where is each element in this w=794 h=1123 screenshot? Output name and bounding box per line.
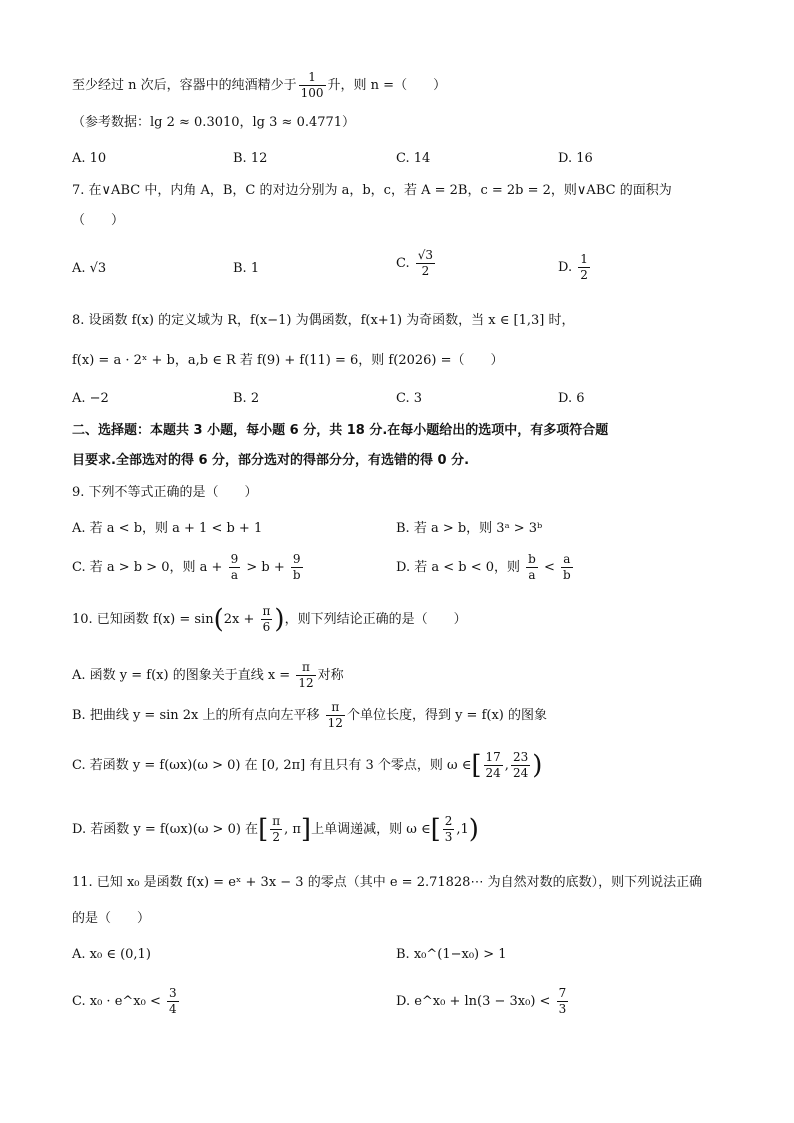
q10-c-frac1-num: 17: [485, 750, 501, 764]
q10-stem-num: π: [262, 604, 271, 618]
q6-option-c: C. 14: [396, 151, 431, 166]
q10-option-d-post: 上单调递减，则 ω ∈: [311, 822, 431, 837]
q8-option-c: C. 3: [396, 391, 423, 406]
q10-option-c-pre: C. 若函数 y = f(ωx)(ω > 0) 在 [0, 2π] 有且只有 3 个零点，则 ω ∈: [72, 758, 472, 773]
q8-stem-line2: f(x) = a · 2ˣ + b，a,b ∈ R 若 f(9) + f(11) = 6，则 f(2026) =（ ）: [72, 353, 504, 368]
q9-option-b: B. 若 a > b，则 3ᵃ > 3ᵇ: [396, 521, 543, 536]
q6-option-a: A. 10: [72, 151, 107, 166]
q7-option-d-den: 2: [580, 268, 588, 282]
q7-stem-paren: （ ）: [72, 213, 125, 228]
q10-d-right-bracket1: ]: [300, 814, 312, 845]
q9-option-c-mid: > b +: [246, 560, 285, 575]
q9-c-frac1-den: a: [230, 568, 238, 582]
q10-right-paren: ): [274, 604, 285, 635]
q10-stem-pre: 10. 已知函数 f(x) = sin: [72, 612, 214, 627]
q7-stem: 7. 在∨ABC 中，内角 A，B，C 的对边分别为 a，b，c，若 A = 2B，c = 2b = 2，则∨ABC 的面积为: [72, 183, 672, 198]
q11-option-d: [396, 986, 570, 1017]
q9-option-c-frac2: [291, 552, 303, 583]
q11-option-c: [72, 986, 181, 1017]
q7-option-d-label: D.: [558, 260, 573, 275]
q10-c-frac2: [511, 750, 530, 781]
q9-option-d-mid: <: [543, 560, 555, 575]
q10-c-frac1-den: 24: [485, 766, 501, 780]
section2-heading-line1: 二、选择题：本题共 3 小题，每小题 6 分，共 18 分.在每小题给出的选项中，有多项符合题: [72, 423, 609, 438]
q10-a-den: 12: [298, 676, 314, 690]
q10-b-num: π: [326, 700, 345, 716]
q11-d-num: 7: [558, 986, 567, 1000]
q9-option-d: [396, 552, 575, 583]
q6-option-b: B. 12: [233, 151, 268, 166]
q7-option-a: A. √3: [72, 261, 107, 276]
q11-option-d-fraction: [557, 986, 569, 1017]
q10-d-frac2-num: 2: [444, 814, 453, 828]
q10-option-a-pre: A. 函数 y = f(x) 的图象关于直线 x =: [72, 668, 291, 683]
q10-a-num: π: [296, 660, 315, 676]
q6-reference: （参考数据：lg 2 ≈ 0.3010，lg 3 ≈ 0.4771）: [72, 115, 356, 130]
q10-c-frac2-den: 24: [512, 766, 529, 780]
q7-option-c: [396, 248, 437, 279]
q10-d-right-paren2: ): [468, 814, 479, 845]
q10-stem-fraction: [261, 604, 273, 635]
q9-option-d-pre: D. 若 a < b < 0，则: [396, 560, 521, 575]
q10-option-b-pre: B. 把曲线 y = sin 2x 上的所有点向左平移: [72, 708, 320, 723]
q11-option-b: B. x₀^(1−x₀) > 1: [396, 947, 507, 962]
q9-d-frac1-num: b: [528, 552, 536, 566]
q9-d-frac1-den: a: [528, 568, 536, 582]
q9-option-d-frac2: [561, 552, 573, 583]
q10-d-left-bracket1: [: [258, 814, 269, 845]
q9-stem: 9. 下列不等式正确的是（ ）: [72, 485, 258, 500]
q10-option-c: C. 若函数 y = f(ωx)(ω > 0) 在 [0, 2π] 有且只有 3 个零点，则 ω ∈[ $\frac{17}{24}$ , $\frac{23}{24}$ ): [72, 750, 543, 781]
q9-option-c-frac1: [229, 552, 241, 583]
q9-c-frac1-num: 9: [230, 552, 239, 566]
q9-c-frac2-num: 9: [291, 552, 303, 568]
q10-d-frac1-num: π: [272, 814, 281, 828]
q10-c-frac2-num: 23: [512, 750, 529, 764]
q10-d-frac2-den: 3: [444, 830, 453, 844]
q11-c-den: 4: [168, 1002, 177, 1016]
q7-option-c-fraction: [416, 248, 435, 279]
q11-stem-line1: 11. 已知 x₀ 是函数 f(x) = eˣ + 3x − 3 的零点（其中 e = 2.71828⋯ 为自然对数的底数），则下列说法正确: [72, 875, 703, 890]
q10-option-b: [72, 700, 547, 731]
q10-c-right-paren: ): [532, 750, 543, 781]
q8-option-b: B. 2: [233, 391, 260, 406]
q10-d-left-bracket2: [: [430, 814, 441, 845]
q9-d-frac2-den: b: [563, 568, 571, 582]
q10-option-d-mid: , π: [284, 822, 301, 837]
q8-stem-line1: 8. 设函数 f(x) 的定义域为 R，f(x−1) 为偶函数，f(x+1) 为奇函数，当 x ∈ [1,3] 时，: [72, 313, 575, 328]
q7-option-c-den: 2: [421, 264, 430, 278]
q7-option-c-label: C.: [396, 256, 410, 271]
section2-heading-line2: 目要求.全部选对的得 6 分，部分选对的得部分分，有选错的得 0 分.: [72, 453, 470, 468]
q10-c-frac1: [484, 750, 503, 781]
q10-left-paren: (: [213, 604, 224, 635]
q9-c-frac2-den: b: [292, 568, 301, 582]
q9-option-d-frac1: [526, 552, 538, 583]
q7-option-d-num: 1: [580, 252, 588, 266]
q11-option-c-fraction: [167, 986, 179, 1017]
q11-d-den: 3: [558, 1002, 567, 1016]
q7-option-d-fraction: [578, 252, 590, 283]
q6-fraction: [299, 70, 326, 101]
q6-frac-den: 100: [300, 86, 324, 100]
q9-option-a: A. 若 a < b，则 a + 1 < b + 1: [72, 521, 263, 536]
q9-option-c: [72, 552, 305, 583]
q10-option-d-pre: D. 若函数 y = f(ωx)(ω > 0) 在: [72, 822, 259, 837]
q10-option-a-fraction: [296, 660, 315, 691]
q10-d-frac1-den: 2: [272, 830, 280, 844]
q8-option-d: D. 6: [558, 391, 585, 406]
q9-option-c-pre: C. 若 a > b > 0，则 a +: [72, 560, 223, 575]
q11-c-num: 3: [168, 986, 177, 1000]
q10-c-left-bracket: [: [471, 750, 482, 781]
q10-stem-den: 6: [262, 620, 271, 634]
q8-option-a: A. −2: [72, 391, 109, 406]
q6-stem-tail: 升，则 n =（ ）: [327, 78, 447, 93]
q6-stem-line: [72, 70, 446, 101]
q6-option-d: D. 16: [558, 151, 593, 166]
q10-option-d-end: ,1: [456, 822, 469, 837]
q6-stem: 至少经过 n 次后，容器中的纯酒精少于: [72, 78, 297, 93]
q7-option-d: [558, 252, 592, 283]
q10-d-frac1: [270, 814, 282, 845]
q10-stem: [72, 604, 467, 635]
q10-stem-inner: 2x +: [223, 612, 255, 627]
q10-option-a: [72, 660, 344, 691]
q9-d-frac2-num: a: [561, 552, 573, 568]
q6-frac-num: 1: [299, 70, 326, 86]
q7-option-b: B. 1: [233, 261, 260, 276]
q7-option-c-num: √3: [417, 248, 434, 262]
q10-stem-post: ，则下列结论正确的是（ ）: [284, 612, 467, 627]
q10-option-d: [72, 814, 479, 845]
q10-option-b-fraction: [326, 700, 345, 731]
q10-d-frac2: [443, 814, 455, 845]
q11-stem-line2: 的是（ ）: [72, 911, 151, 926]
q11-option-a: A. x₀ ∈ (0,1): [72, 947, 151, 962]
q10-option-b-post: 个单位长度，得到 y = f(x) 的图象: [346, 708, 548, 723]
q10-option-a-post: 对称: [317, 668, 344, 683]
q10-b-den: 12: [327, 716, 343, 730]
q11-option-d-pre: D. e^x₀ + ln(3 − 3x₀) <: [396, 994, 551, 1009]
q11-option-c-pre: C. x₀ · e^x₀ <: [72, 994, 161, 1009]
